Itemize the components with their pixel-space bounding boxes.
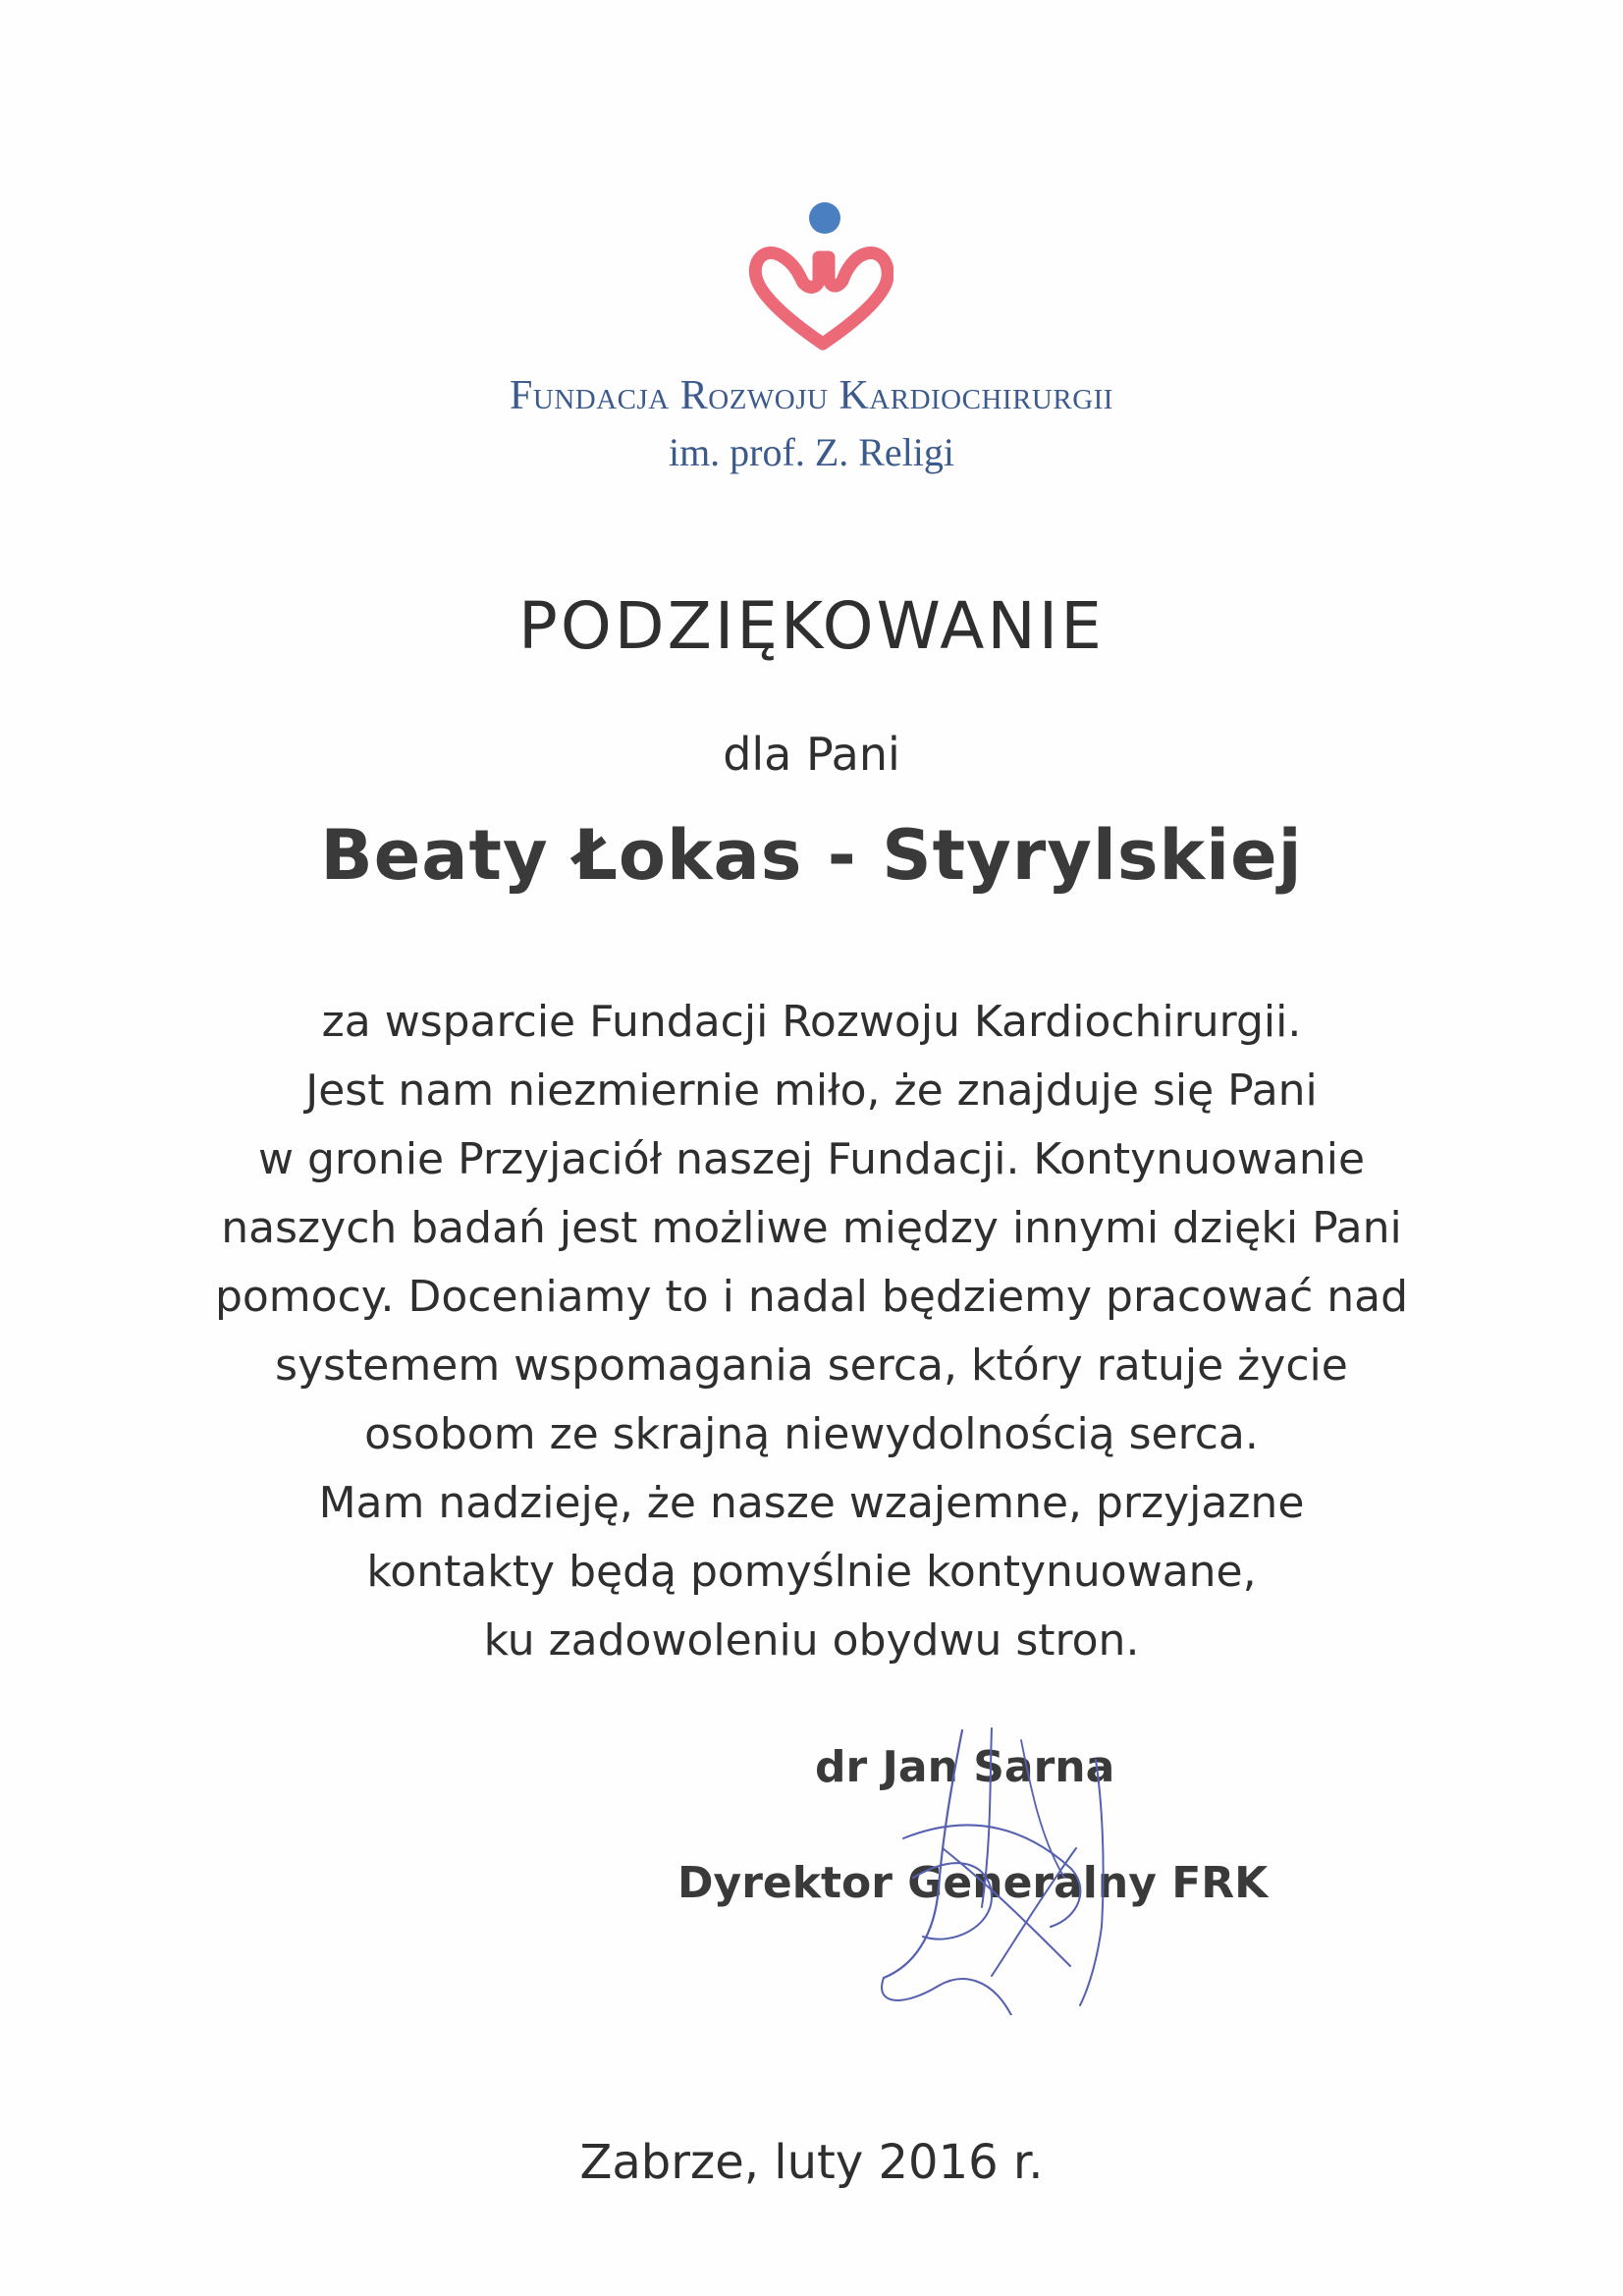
letter-body xyxy=(147,988,1476,1675)
foundation-heart-logo xyxy=(746,196,893,354)
body-line: systemem wspomagania serca, który ratuje życie xyxy=(275,1340,1348,1391)
place-and-date: Zabrze, luty 2016 r. xyxy=(579,2135,1044,2190)
signer-role: Dyrektor Generalny FRK xyxy=(677,1858,1269,1908)
body-line: osobom ze skrajną niewydolnością serca. xyxy=(364,1409,1259,1459)
organization-subtitle: im. prof. Z. Religi xyxy=(668,430,955,474)
salutation: dla Pani xyxy=(723,728,900,781)
organization-name: Fundacja Rozwoju Kardiochirurgii xyxy=(510,373,1113,418)
body-line: pomocy. Doceniamy to i nadal będziemy pracować nad xyxy=(214,1272,1409,1322)
document-title: PODZIĘKOWANIE xyxy=(518,588,1105,664)
body-line: Mam nadzieję, że nasze wzajemne, przyjazne xyxy=(318,1478,1305,1528)
body-line: za wsparcie Fundacji Rozwoju Kardiochirurgii. xyxy=(321,997,1302,1047)
signer-name: dr Jan Sarna xyxy=(815,1742,1115,1792)
logo-dot xyxy=(809,202,840,234)
body-line: ku zadowoleniu obydwu stron. xyxy=(483,1615,1140,1666)
body-line: w gronie Przyjaciół naszej Fundacji. Kontynuowanie xyxy=(257,1134,1366,1184)
recipient-name: Beaty Łokas - Styrylskiej xyxy=(320,815,1303,896)
body-line: naszych badań jest możliwe między innymi dzięki Pani xyxy=(221,1203,1402,1253)
body-line: Jest nam niezmiernie miło, że znajduje się Pani xyxy=(305,1066,1318,1116)
logo-heart xyxy=(755,253,888,344)
body-line: kontakty będą pomyślnie kontynuowane, xyxy=(366,1547,1257,1597)
handwritten-signature xyxy=(844,1721,1119,2015)
signature-block xyxy=(589,1738,1375,2013)
